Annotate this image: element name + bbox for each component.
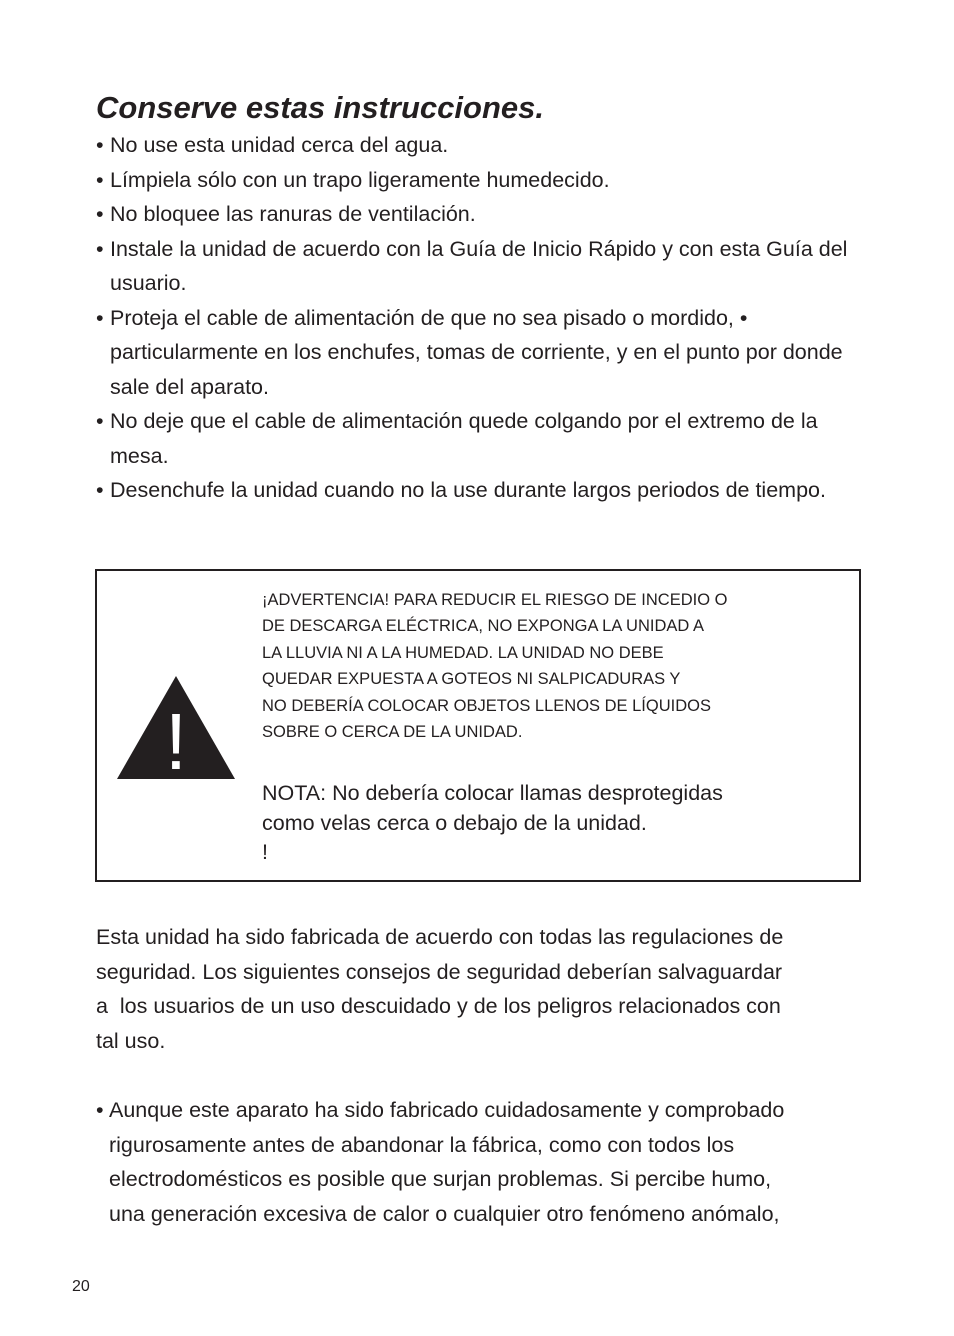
list-item: • Límpiela sólo con un trapo ligeramente humedecido. [96,163,866,198]
warning-box [95,569,861,882]
warning-triangle-icon [117,676,235,779]
list-item: • No bloquee las ranuras de ventilación. [96,197,866,232]
warning-line: DE DESCARGA ELÉCTRICA, NO EXPONGA LA UNIDAD A [262,617,704,636]
bullet-line: • Aunque este aparato ha sido fabricado cuidadosamente y comprobado [109,1098,785,1122]
list-item: • Proteja el cable de alimentación de que no sea pisado o mordido, • particularmente en los enchufes, tomas de corriente, y en el punto por donde sale del aparato. [96,301,866,405]
safety-bullet-list [96,1093,866,1231]
note-text [262,779,822,868]
list-item [96,1093,866,1231]
note-line: NOTA: No debería colocar llamas desprotegidas [262,781,723,805]
warning-line: LA LLUVIA NI A LA HUMEDAD. LA UNIDAD NO DEBE [262,643,664,662]
warning-exclamation: ! [164,697,188,779]
note-mark: ! [262,840,268,864]
bullet-line: electrodomésticos es posible que surjan problemas. Si percibe humo, [109,1167,772,1191]
safety-paragraph [96,920,866,1058]
list-item: • Desenchufe la unidad cuando no la use durante largos periodos de tiempo. [96,473,866,508]
paragraph-line: Esta unidad ha sido fabricada de acuerdo con todas las regulaciones de [96,925,784,949]
paragraph-line: a los usuarios de un uso descuidado y de los peligros relacionados con [96,994,781,1018]
warning-line: QUEDAR EXPUESTA A GOTEOS NI SALPICADURAS Y [262,670,681,689]
page-title: Conserve estas instrucciones. [96,90,544,125]
page-number: 20 [72,1278,90,1295]
warning-text [262,587,822,745]
warning-line: SOBRE O CERCA DE LA UNIDAD. [262,723,523,742]
paragraph-line: seguridad. Los siguientes consejos de seguridad deberían salvaguardar [96,959,783,984]
list-item: • Instale la unidad de acuerdo con la Guía de Inicio Rápido y con esta Guía del usuario. [96,232,866,301]
list-item: • No use esta unidad cerca del agua. [96,128,866,163]
warning-line: NO DEBERÍA COLOCAR OBJETOS LLENOS DE LÍQUIDOS [262,696,711,715]
bullet-line: una generación excesiva de calor o cualquier otro fenómeno anómalo, [109,1201,780,1226]
list-item: • No deje que el cable de alimentación quede colgando por el extremo de la mesa. [96,404,866,473]
warning-line: ¡ADVERTENCIA! PARA REDUCIR EL RIESGO DE INCEDIO O [262,591,728,609]
paragraph-line: tal uso. [96,1028,166,1053]
note-line: como velas cerca o debajo de la unidad. [262,810,647,835]
instructions-list [96,128,866,508]
bullet-line: rigurosamente antes de abandonar la fábrica, como con todos los [109,1132,735,1157]
